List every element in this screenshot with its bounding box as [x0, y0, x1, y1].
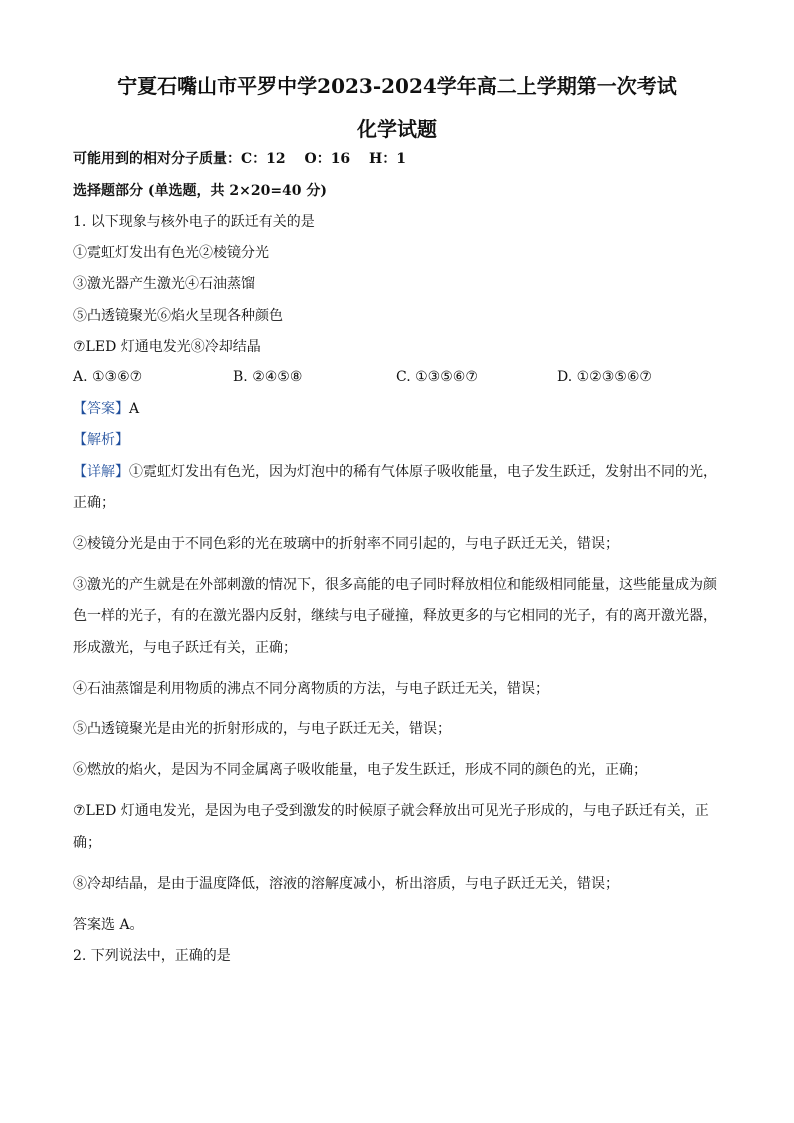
- option-a: A. ①③⑥⑦: [73, 369, 143, 385]
- detail-line: ⑧冷却结晶，是由于温度降低，溶液的溶解度减小，析出溶质，与电子跃迁无关，错误；: [73, 876, 619, 892]
- section-heading: 选择题部分 (单选题，共 2×20=40 分): [73, 183, 328, 199]
- detail-line: 确；: [73, 835, 101, 851]
- question-1-item: ⑤凸透镜聚光⑥焰火呈现各种颜色: [73, 308, 283, 324]
- option-b: B. ②④⑤⑧: [233, 369, 303, 385]
- analysis-tag: 【解析】: [73, 432, 129, 448]
- question-1-stem: 1. 以下现象与核外电子的跃迁有关的是: [73, 214, 315, 230]
- question-1-item: ①霓虹灯发出有色光②棱镜分光: [73, 245, 269, 261]
- question-1-item: ⑦LED 灯通电发光⑧冷却结晶: [73, 339, 261, 355]
- detail-line: 色一样的光子，有的在激光器内反射，继续与电子碰撞，释放更多的与它相同的光子，有的离开激光器，: [73, 608, 717, 624]
- question-1-item: ③激光器产生激光④石油蒸馏: [73, 276, 255, 292]
- option-c: C. ①③⑤⑥⑦: [396, 369, 478, 385]
- question-2-stem: 2. 下列说法中，正确的是: [73, 948, 231, 964]
- relative-mass-info: 可能用到的相对分子质量：C：12 O：16 H：1: [73, 151, 407, 167]
- exam-subtitle: 化学试题: [357, 117, 437, 141]
- option-d: D. ①②③⑤⑥⑦: [557, 369, 652, 385]
- exam-title: 宁夏石嘴山市平罗中学2023-2024学年高二上学期第一次考试: [117, 74, 677, 98]
- answer-value: A: [129, 401, 140, 417]
- answer-conclusion: 答案选 A。: [73, 917, 144, 933]
- detail-line: ⑤凸透镜聚光是由光的折射形成的，与电子跃迁无关，错误；: [73, 721, 451, 737]
- detail-line: ③激光的产生就是在外部刺激的情况下，很多高能的电子同时释放相位和能级相同能量，这些能量成为颜: [73, 577, 717, 593]
- detail-line: ④石油蒸馏是利用物质的沸点不同分离物质的方法，与电子跃迁无关，错误；: [73, 681, 549, 697]
- answer-tag: 【答案】: [73, 401, 129, 417]
- detail-tag: 【详解】: [73, 464, 129, 480]
- detail-line: 形成激光，与电子跃迁有关，正确；: [73, 640, 297, 656]
- detail-line: ②棱镜分光是由于不同色彩的光在玻璃中的折射率不同引起的，与电子跃迁无关，错误；: [73, 536, 619, 552]
- detail-line: [73, 463, 717, 481]
- detail-line: ⑥燃放的焰火，是因为不同金属离子吸收能量，电子发生跃迁，形成不同的颜色的光，正确；: [73, 762, 647, 778]
- answer-line: [73, 400, 139, 418]
- detail-text: ①霓虹灯发出有色光，因为灯泡中的稀有气体原子吸收能量，电子发生跃迁，发射出不同的光，: [129, 464, 717, 480]
- detail-line: 正确；: [73, 495, 115, 511]
- detail-line: ⑦LED 灯通电发光，是因为电子受到激发的时候原子就会释放出可见光子形成的，与电子跃迁有关，正: [73, 803, 709, 819]
